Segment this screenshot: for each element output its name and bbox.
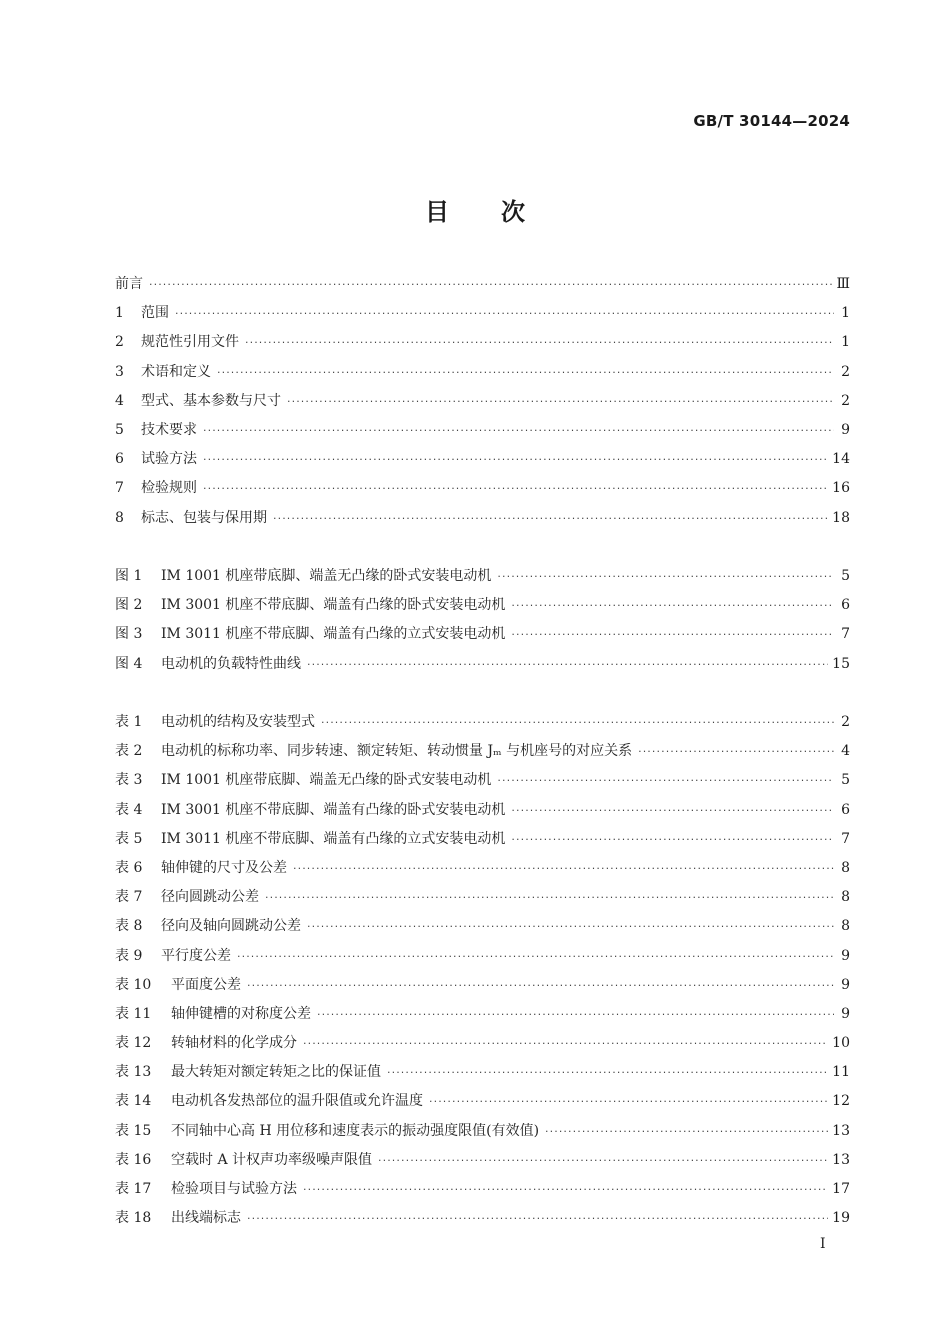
toc-entry[interactable] — [115, 1204, 850, 1233]
entry-page: 8 — [841, 889, 850, 906]
entry-page: 11 — [832, 1064, 850, 1081]
toc-entry[interactable] — [115, 474, 850, 503]
dot-leader — [237, 942, 834, 971]
entry-number: 表 4 — [115, 801, 143, 818]
toc-entry[interactable] — [115, 1117, 850, 1146]
entry-page: 7 — [841, 830, 850, 847]
entry-label: IM 1001 机座带底脚、端盖无凸缘的卧式安装电动机 — [161, 772, 492, 789]
entry-number: 表 2 — [115, 743, 143, 760]
entry-number: 表 8 — [115, 918, 143, 935]
page-number: I — [820, 1236, 826, 1252]
toc-entry[interactable] — [115, 796, 850, 825]
entry-label: 规范性引用文件 — [141, 334, 239, 351]
entry-number: 表 5 — [115, 830, 143, 847]
toc-sections — [115, 270, 850, 533]
dot-leader — [307, 650, 828, 679]
toc-entry[interactable] — [115, 1175, 850, 1204]
entry-number: 3 — [115, 363, 124, 380]
dot-leader — [307, 912, 834, 941]
entry-number: 2 — [115, 334, 124, 351]
dot-leader — [317, 1000, 834, 1029]
toc-entry[interactable] — [115, 591, 850, 620]
entry-page: Ⅲ — [836, 276, 850, 292]
entry-page: 7 — [841, 626, 850, 643]
toc-entry[interactable] — [115, 883, 850, 912]
entry-number: 表 14 — [115, 1093, 152, 1110]
toc-entry[interactable] — [115, 650, 850, 679]
entry-number: 图 4 — [115, 655, 143, 672]
toc-entry[interactable] — [115, 358, 850, 387]
title-char: 目 — [425, 198, 449, 226]
entry-label: 前言 — [115, 276, 143, 292]
entry-number: 表 15 — [115, 1122, 152, 1139]
entry-page: 9 — [841, 1005, 850, 1022]
dot-leader — [511, 591, 834, 620]
page-title — [0, 192, 950, 227]
entry-label: 技术要求 — [141, 421, 197, 438]
entry-label: 电动机的标称功率、同步转速、额定转矩、转动惯量 Jₘ 与机座号的对应关系 — [161, 743, 633, 760]
dot-leader — [429, 1087, 828, 1116]
entry-page: 9 — [841, 421, 850, 438]
entry-page: 19 — [832, 1210, 850, 1227]
entry-page: 2 — [841, 392, 850, 409]
dot-leader — [293, 854, 834, 883]
entry-number: 5 — [115, 421, 124, 438]
toc-entry[interactable] — [115, 971, 850, 1000]
entry-label: 径向及轴向圆跳动公差 — [161, 918, 301, 935]
entry-number: 图 2 — [115, 597, 143, 614]
entry-label: 检验项目与试验方法 — [171, 1181, 297, 1197]
entry-page: 6 — [841, 801, 850, 818]
entry-number: 表 11 — [115, 1005, 152, 1022]
entry-number: 表 13 — [115, 1064, 152, 1081]
dot-leader — [497, 766, 834, 795]
toc-entry[interactable] — [115, 299, 850, 328]
entry-page: 17 — [832, 1181, 850, 1197]
toc-entry[interactable] — [115, 562, 850, 591]
toc-entry[interactable] — [115, 328, 850, 357]
dot-leader — [387, 1058, 828, 1087]
entry-number: 1 — [115, 305, 124, 322]
toc-entry[interactable] — [115, 737, 850, 766]
entry-page: 8 — [841, 859, 850, 876]
entry-page: 9 — [841, 976, 850, 993]
dot-leader — [638, 737, 834, 766]
entry-label: 不同轴中心高 H 用位移和速度表示的振动强度限值(有效值) — [171, 1122, 540, 1139]
entry-label: 平行度公差 — [161, 947, 231, 964]
toc-entry[interactable] — [115, 445, 850, 474]
entry-label: 标志、包装与保用期 — [141, 509, 267, 526]
entry-page: 8 — [841, 918, 850, 935]
standard-code: GB/T 30144—2024 — [693, 112, 850, 130]
entry-number: 表 3 — [115, 772, 143, 789]
entry-label: 径向圆跳动公差 — [161, 889, 259, 906]
entry-page: 16 — [832, 480, 850, 497]
entry-label: IM 3001 机座不带底脚、端盖有凸缘的卧式安装电动机 — [161, 597, 506, 614]
entry-number: 4 — [115, 392, 124, 409]
entry-number: 图 1 — [115, 568, 143, 584]
dot-leader — [511, 825, 834, 854]
entry-number: 7 — [115, 480, 124, 497]
entry-number: 表 1 — [115, 714, 143, 730]
toc-entry[interactable] — [115, 1058, 850, 1087]
toc-entry[interactable] — [115, 620, 850, 649]
toc-entry[interactable] — [115, 416, 850, 445]
entry-label: 型式、基本参数与尺寸 — [141, 392, 281, 409]
entry-label: 检验规则 — [141, 480, 197, 497]
toc-entry[interactable] — [115, 1000, 850, 1029]
entry-label: 轴伸键槽的对称度公差 — [171, 1005, 311, 1022]
toc-entry[interactable] — [115, 766, 850, 795]
entry-label: IM 3011 机座不带底脚、端盖有凸缘的立式安装电动机 — [161, 830, 506, 847]
entry-page: 18 — [832, 509, 850, 526]
entry-number: 表 10 — [115, 976, 152, 993]
title-char: 次 — [501, 198, 525, 226]
entry-page: 4 — [841, 743, 850, 760]
entry-label: 电动机的负载特性曲线 — [161, 655, 301, 672]
entry-number: 8 — [115, 509, 124, 526]
dot-leader — [303, 1175, 828, 1204]
entry-number: 表 17 — [115, 1181, 152, 1197]
entry-page: 6 — [841, 597, 850, 614]
entry-page: 5 — [841, 568, 850, 584]
dot-leader — [203, 445, 828, 474]
entry-page: 2 — [841, 714, 850, 730]
entry-number: 表 12 — [115, 1035, 152, 1052]
dot-leader — [245, 328, 834, 357]
toc-entry[interactable] — [115, 1087, 850, 1116]
entry-page: 1 — [841, 305, 850, 322]
entry-label: 术语和定义 — [141, 363, 211, 380]
entry-label: IM 3001 机座不带底脚、端盖有凸缘的卧式安装电动机 — [161, 801, 506, 818]
dot-leader — [203, 416, 834, 445]
toc-entry[interactable] — [115, 912, 850, 941]
entry-number: 表 18 — [115, 1210, 152, 1227]
dot-leader — [203, 474, 828, 503]
toc-entry[interactable] — [115, 504, 850, 533]
dot-leader — [247, 971, 834, 1000]
entry-label: 平面度公差 — [171, 976, 241, 993]
entry-label: 出线端标志 — [171, 1210, 241, 1227]
entry-label: 范围 — [141, 305, 169, 322]
entry-label: 转轴材料的化学成分 — [171, 1035, 297, 1052]
toc-figures — [115, 562, 850, 679]
entry-number: 图 3 — [115, 626, 143, 643]
entry-page: 15 — [832, 655, 850, 672]
entry-page: 13 — [832, 1122, 850, 1139]
entry-number: 6 — [115, 451, 124, 468]
entry-page: 9 — [841, 947, 850, 964]
entry-page: 2 — [841, 363, 850, 380]
entry-number: 表 6 — [115, 859, 143, 876]
toc-entry[interactable] — [115, 708, 850, 737]
dot-leader — [149, 270, 832, 299]
entry-label: 电动机各发热部位的温升限值或允许温度 — [171, 1093, 423, 1110]
dot-leader — [378, 1146, 828, 1175]
dot-leader — [511, 620, 834, 649]
entry-page: 1 — [841, 334, 850, 351]
dot-leader — [497, 562, 834, 591]
entry-label: 轴伸键的尺寸及公差 — [161, 859, 287, 876]
dot-leader — [321, 708, 834, 737]
entry-label: 最大转矩对额定转矩之比的保证值 — [171, 1064, 381, 1081]
entry-number: 表 16 — [115, 1151, 152, 1168]
dot-leader — [303, 1029, 828, 1058]
toc-entry[interactable] — [115, 270, 850, 299]
entry-page: 10 — [832, 1035, 850, 1052]
toc-tables — [115, 708, 850, 1233]
dot-leader — [511, 796, 834, 825]
toc-entry[interactable] — [115, 1029, 850, 1058]
toc-entry[interactable] — [115, 1146, 850, 1175]
dot-leader — [247, 1204, 828, 1233]
dot-leader — [545, 1117, 828, 1146]
entry-label: IM 1001 机座带底脚、端盖无凸缘的卧式安装电动机 — [161, 568, 492, 584]
toc-entry[interactable] — [115, 942, 850, 971]
toc-entry[interactable] — [115, 387, 850, 416]
entry-label: IM 3011 机座不带底脚、端盖有凸缘的立式安装电动机 — [161, 626, 506, 643]
dot-leader — [265, 883, 834, 912]
entry-number: 表 7 — [115, 889, 143, 906]
entry-label: 试验方法 — [141, 451, 197, 468]
dot-leader — [217, 358, 834, 387]
entry-page: 13 — [832, 1151, 850, 1168]
toc-entry[interactable] — [115, 854, 850, 883]
entry-label: 电动机的结构及安装型式 — [161, 714, 315, 730]
entry-page: 12 — [832, 1093, 850, 1110]
dot-leader — [175, 299, 834, 328]
dot-leader — [287, 387, 834, 416]
entry-number: 表 9 — [115, 947, 143, 964]
dot-leader — [273, 504, 828, 533]
entry-page: 14 — [832, 451, 850, 468]
entry-label: 空载时 A 计权声功率级噪声限值 — [171, 1151, 373, 1168]
toc-entry[interactable] — [115, 825, 850, 854]
entry-page: 5 — [841, 772, 850, 789]
